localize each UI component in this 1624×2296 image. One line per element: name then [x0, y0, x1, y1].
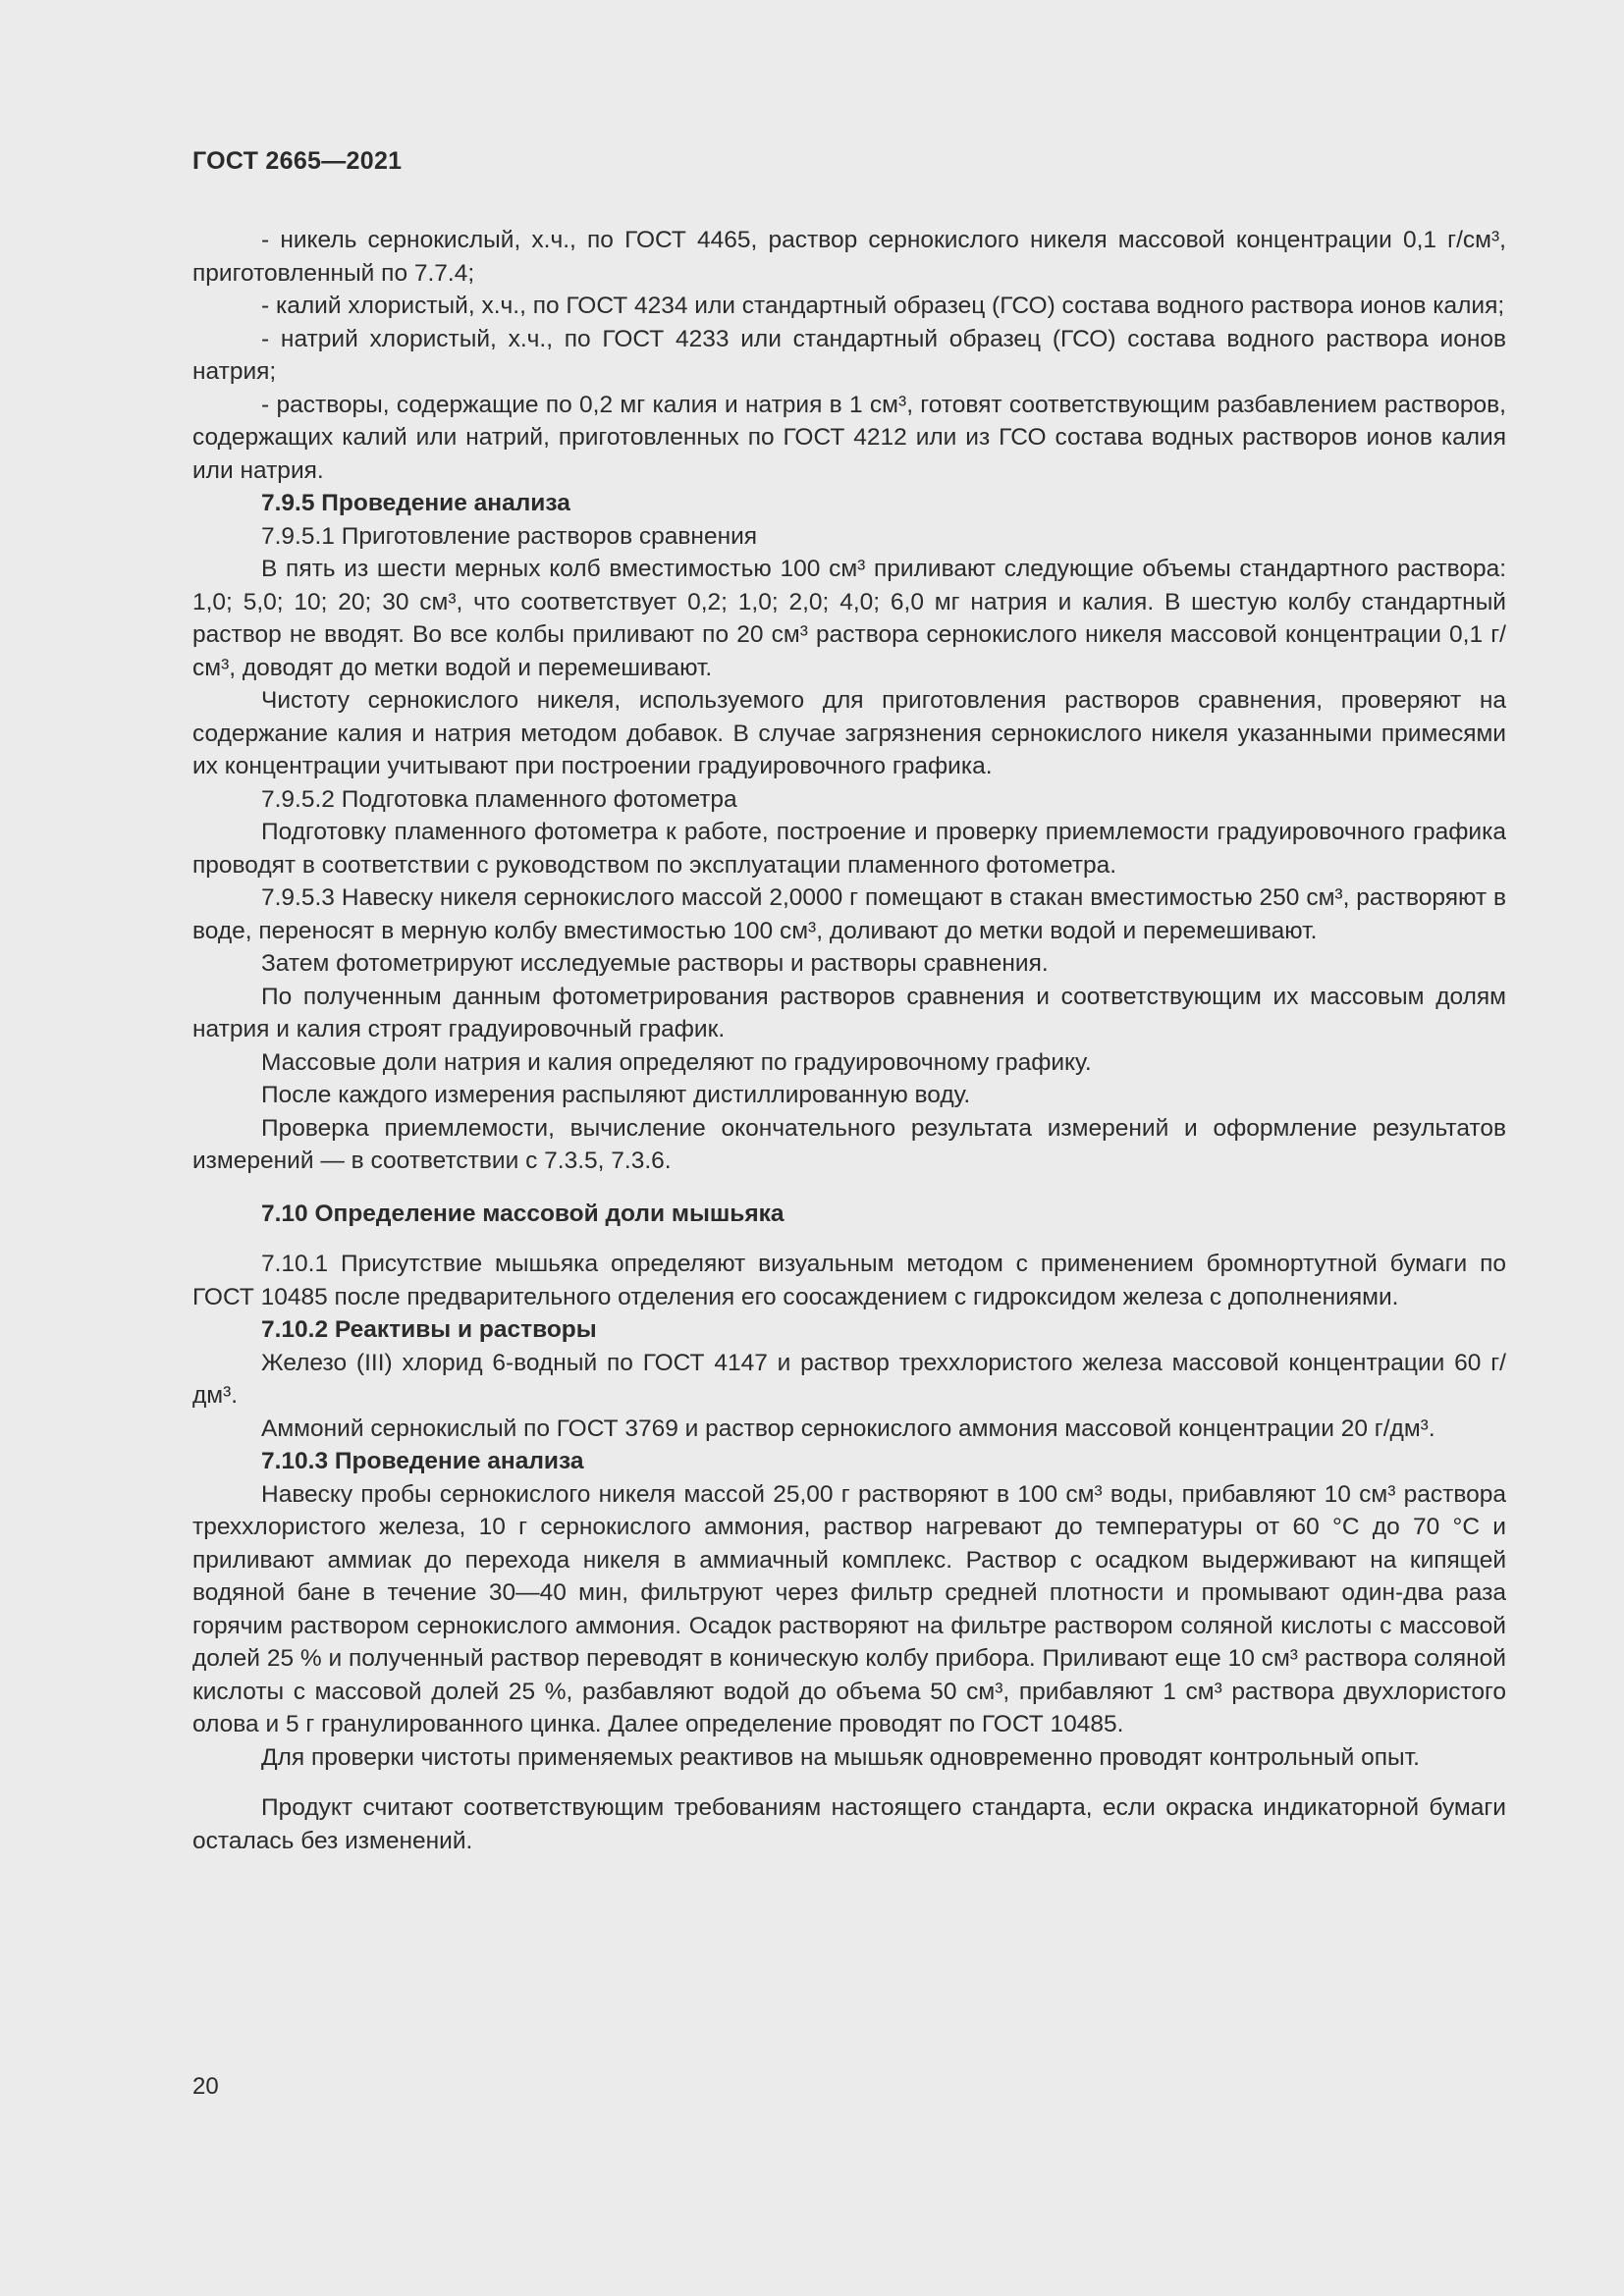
- subsection-heading-7-10-3: 7.10.3 Проведение анализа: [261, 1448, 584, 1474]
- clause-7-10-1: 7.10.1 Присутствие мышьяка определяют визуальным методом с применением бромнортутной бумаги по ГОСТ 10485 после предварительного отделения его соосаждением с гидроксидом железа с дополнениями.: [192, 1251, 1506, 1310]
- paragraph: В пять из шести мерных колб вместимостью 100 см³ приливают следующие объемы стандартного раствора: 1,0; 5,0; 10; 20; 30 см³, что соответствует 0,2; 1,0; 2,0; 4,0; 6,0 мг натрия и калия. В шестую колбу стандартный раствор не вводят. Во все колбы приливают по 20 см³ раствора сернокислого никеля массовой концентрации 0,1 г/см³, доводят до метки водой и перемешивают.: [192, 556, 1506, 681]
- list-item-nickel-sulfate: - никель сернокислый, х.ч., по ГОСТ 4465, раствор сернокислого никеля массовой концентрации 0,1 г/см³, приготовленный по 7.7.4;: [192, 227, 1506, 287]
- paragraph: Затем фотометрируют исследуемые растворы и растворы сравнения.: [261, 950, 1049, 977]
- page-number: 20: [192, 2073, 219, 2100]
- paragraph: Подготовку пламенного фотометра к работе, построение и проверку приемлемости градуировочного графика проводят в соответствии с руководством по эксплуатации пламенного фотометра.: [192, 819, 1506, 879]
- list-item-potassium-chloride: - калий хлористый, х.ч., по ГОСТ 4234 или стандартный образец (ГСО) состава водного раствора ионов калия;: [261, 293, 1505, 319]
- paragraph: Продукт считают соответствующим требованиям настоящего стандарта, если окраска индикаторной бумаги осталась без изменений.: [192, 1794, 1506, 1854]
- subsection-heading-7-10-2: 7.10.2 Реактивы и растворы: [261, 1316, 597, 1343]
- section-heading-7-10: 7.10 Определение массовой доли мышьяка: [261, 1200, 785, 1227]
- clause-heading-7-9-5-2: 7.9.5.2 Подготовка пламенного фотометра: [261, 785, 737, 813]
- paragraph: Железо (III) хлорид 6-водный по ГОСТ 4147 и раствор треххлористого железа массовой концентрации 60 г/дм³.: [192, 1349, 1506, 1409]
- paragraph: Аммоний сернокислый по ГОСТ 3769 и раствор сернокислого аммония массовой концентрации 20 г/дм³.: [261, 1415, 1435, 1442]
- paragraph: Массовые доли натрия и калия определяют по градуировочному графику.: [261, 1048, 1092, 1076]
- clause-heading-7-9-5-1: 7.9.5.1 Приготовление растворов сравнения: [261, 522, 758, 550]
- paragraph: После каждого измерения распыляют дистиллированную воду.: [261, 1082, 971, 1108]
- list-item-sodium-chloride: - натрий хлористый, х.ч., по ГОСТ 4233 или стандартный образец (ГСО) состава водного раствора ионов натрия;: [192, 325, 1506, 385]
- paragraph: Чистоту сернокислого никеля, используемого для приготовления растворов сравнения, проверяют на содержание калия и натрия методом добавок. В случае загрязнения сернокислого никеля указанными примесями их концентрации учитывают при построении градуировочного графика.: [192, 687, 1506, 779]
- subsection-heading-7-9-5: 7.9.5 Проведение анализа: [261, 490, 570, 516]
- paragraph: По полученным данным фотометрирования растворов сравнения и соответствующим их массовым долям натрия и калия строят градуировочный график.: [192, 983, 1506, 1042]
- paragraph: Проверка приемлемости, вычисление окончательного результата измерений и оформление результатов измерений — в соответствии с 7.3.5, 7.3.6.: [192, 1114, 1506, 1174]
- list-item-solutions: - растворы, содержащие по 0,2 мг калия и натрия в 1 см³, готовят соответствующим разбавлением растворов, содержащих калий или натрий, приготовленных по ГОСТ 4212 или из ГСО состава водных растворов ионов калия или натрия.: [192, 391, 1506, 484]
- document-header: ГОСТ 2665—2021: [192, 147, 403, 175]
- paragraph: Навеску пробы сернокислого никеля массой 25,00 г растворяют в 100 см³ воды, прибавляют 10 см³ раствора треххлористого железа, 10 г сернокислого аммония, раствор нагревают до температуры от 60 °С до 70 °С и приливают аммиак до перехода никеля в аммиачный комплекс. Раствор с осадком выдерживают на кипящей водяной бане в течение 30—40 мин, фильтруют через фильтр средней плотности и промывают один-два раза горячим раствором сернокислого аммония. Осадок растворяют на фильтре раствором соляной кислоты с массовой долей 25 % и полученный раствор переводят в коническую колбу прибора. Приливают еще 10 см³ раствора соляной кислоты с массовой долей 25 %, разбавляют водой до объема 50 см³, прибавляют 1 см³ раствора двухлористого олова и 5 г гранулированного цинка. Далее определение проводят по ГОСТ 10485.: [192, 1480, 1506, 1737]
- paragraph: Для проверки чистоты применяемых реактивов на мышьяк одновременно проводят контрольный опыт.: [261, 1743, 1420, 1771]
- document-body: [192, 224, 1506, 1857]
- clause-7-9-5-3: 7.9.5.3 Навеску никеля сернокислого массой 2,0000 г помещают в стакан вместимостью 250 см³, растворяют в воде, переносят в мерную колбу вместимостью 100 см³, доливают до метки водой и перемешивают.: [192, 884, 1506, 944]
